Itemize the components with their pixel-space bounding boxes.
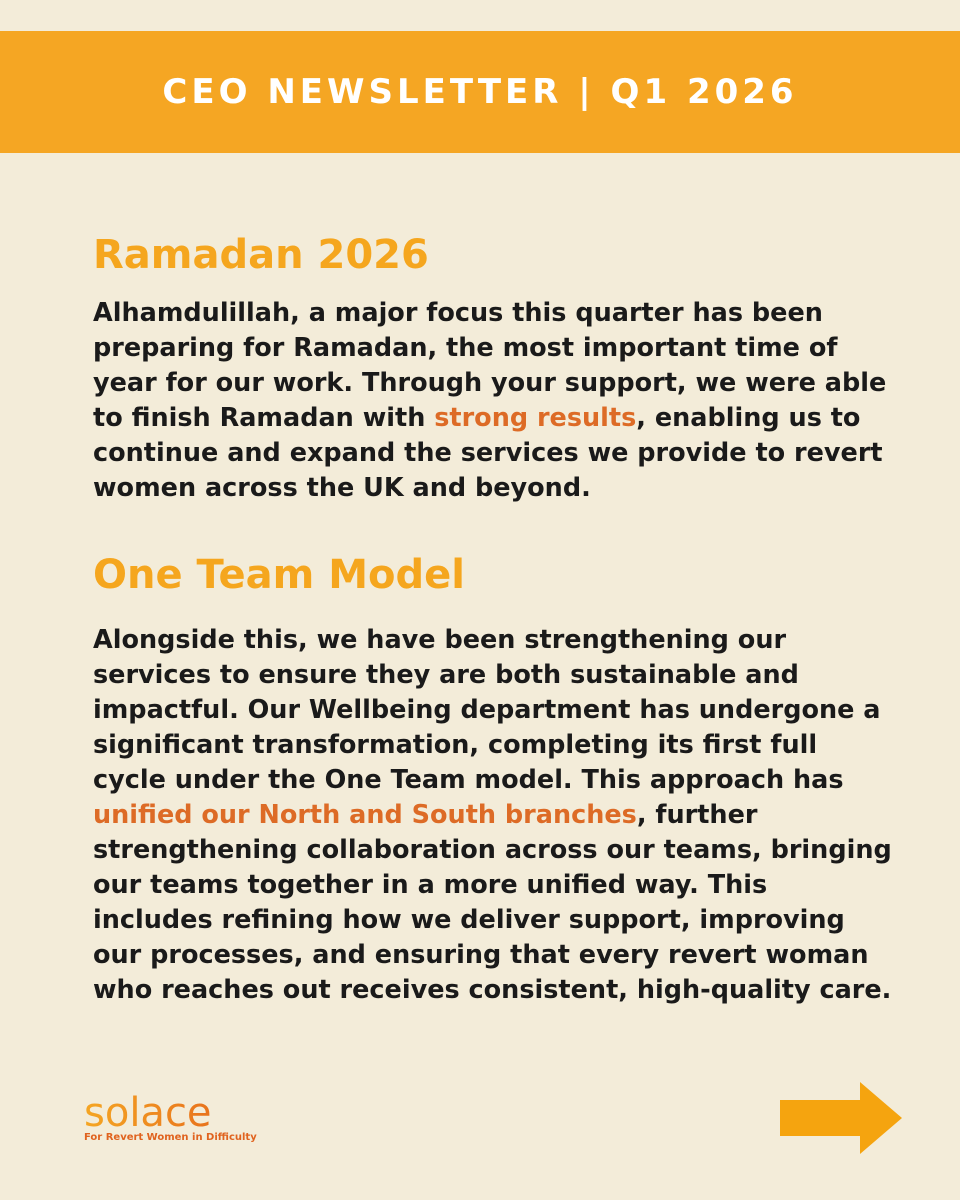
- next-page-button[interactable]: [780, 1082, 902, 1154]
- newsletter-title: CEO NEWSLETTER | Q1 2026: [162, 72, 798, 112]
- arrow-right-icon: [780, 1082, 902, 1154]
- header-banner: [0, 31, 960, 153]
- section-body-ramadan: [93, 296, 893, 506]
- section-title-ramadan: Ramadan 2026: [93, 232, 429, 278]
- wordmark-text: solace: [84, 1090, 212, 1134]
- logo-tagline: For Revert Women in Difficulty: [84, 1132, 257, 1143]
- body-text: Alhamdulillah, a major focus this quarter has been preparing for Ramadan, the most important time of year for our work. Through your support, we were able to finish Ramadan with: [93, 298, 887, 433]
- highlight-text: strong results: [434, 403, 637, 433]
- body-text: Alongside this, we have been strengthening our services to ensure they are both sustainable and impactful. Our Wellbeing department has undergone a significant transformation, completing its first full cycle under the One Team model. This approach has: [93, 625, 881, 795]
- body-text: , further strengthening collaboration across our teams, bringing our teams together in a more unified way. This includes refining how we deliver support, improving our processes, and ensuring that every revert woman who reaches out receives consistent, high-quality care.: [93, 800, 892, 1005]
- highlight-text: unified our North and South branches: [93, 800, 637, 830]
- section-title-one-team: One Team Model: [93, 552, 465, 598]
- section-body-one-team: [93, 623, 893, 1008]
- solace-logo: [82, 1088, 272, 1148]
- body-text: , enabling us to continue and expand the services we provide to revert women across the UK and beyond.: [93, 403, 883, 503]
- solace-wordmark: [82, 1088, 272, 1134]
